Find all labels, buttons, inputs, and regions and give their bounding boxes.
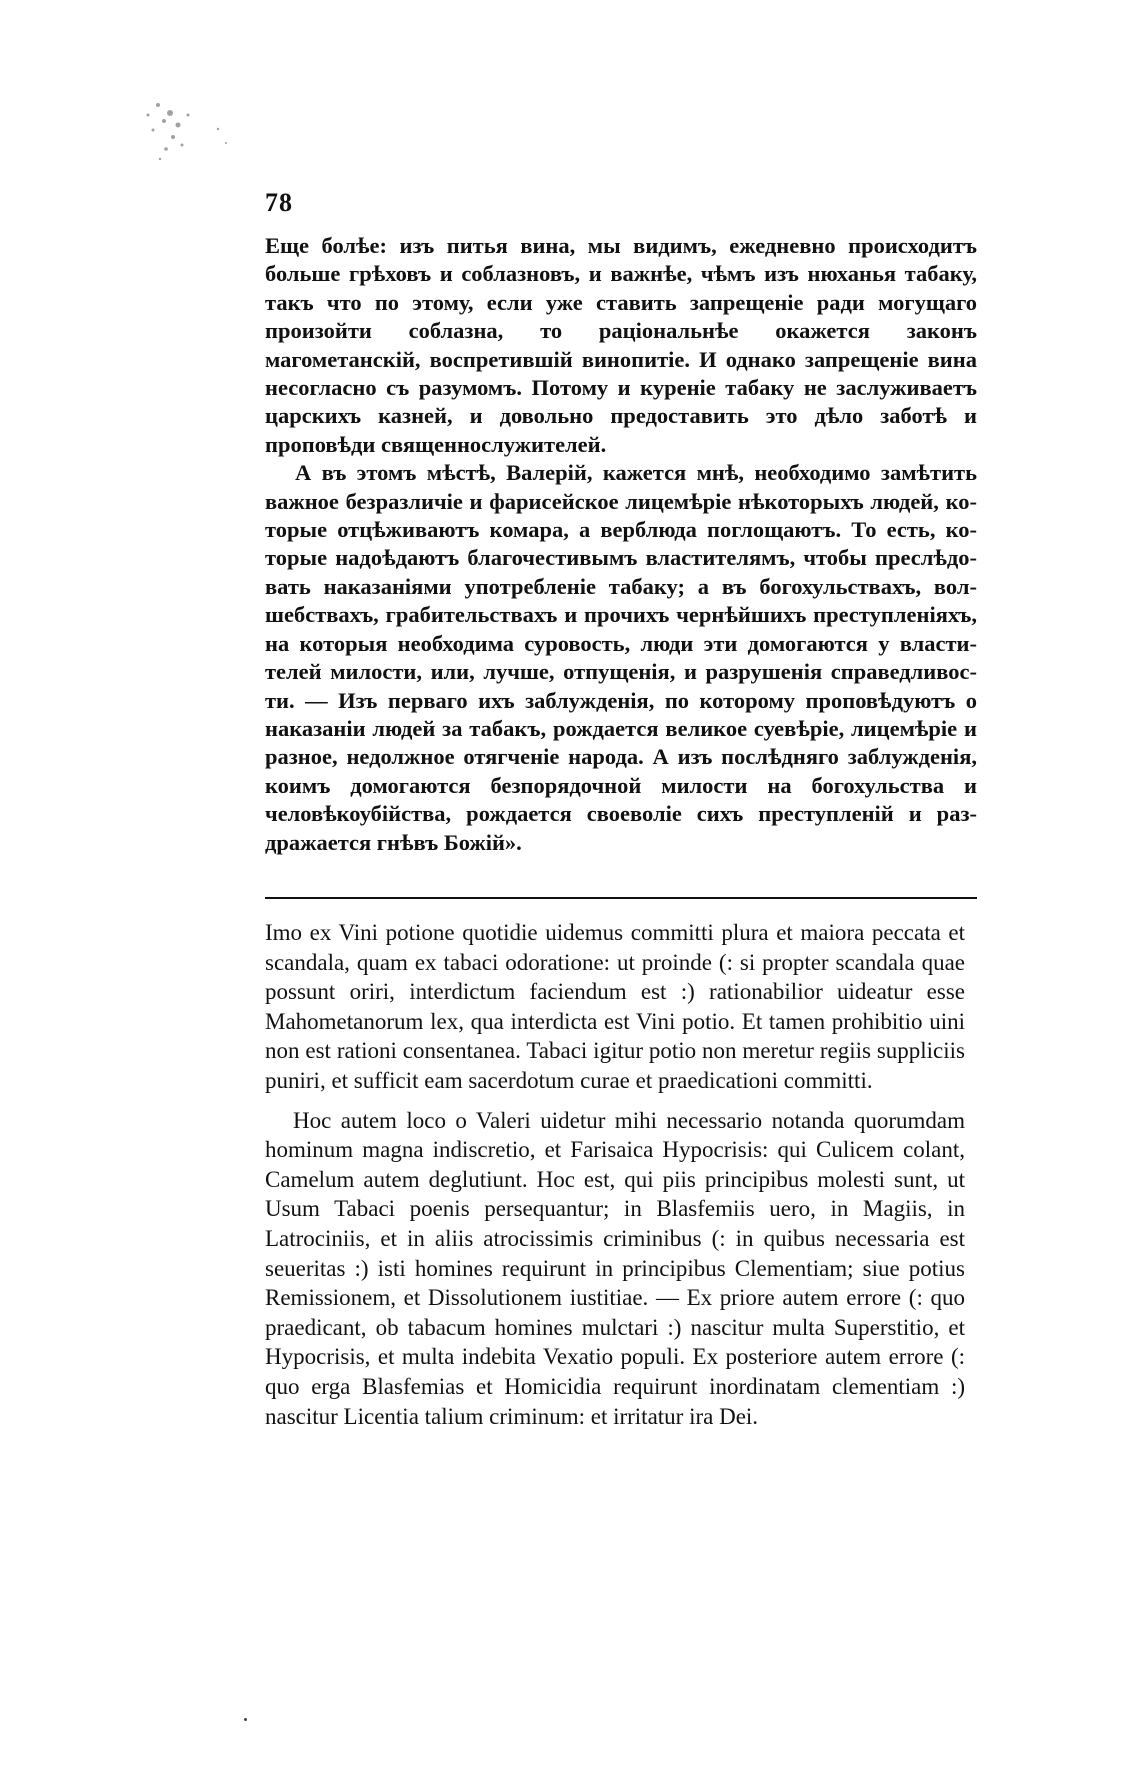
- russian-translation-text: [265, 232, 977, 857]
- latin-paragraph: Imo ex Vini potione quotidie uidemus committi plura et maiora peccata et scandala, quam ex tabaci odoratione: ut proinde (: si propter scandala quae possunt oriri, interdictum faciendum est :) rationabilior uideatur esse Mahometanorum lex, qua interdicta est Vini potio. Et tamen prohibitio uini non est rationi consentanea. Tabaci igitur potio non meretur regiis suppliciis puniri, et sufficit eam sacerdotum curae et praedicationi committi.: [265, 920, 965, 1093]
- section-divider-line: [265, 897, 977, 899]
- page-number: 78: [265, 188, 293, 217]
- latin-original-text: [265, 918, 965, 1441]
- russian-paragraph: А въ этомъ мѣстѣ, Валерій, кажется мнѣ, необходимо замѣтить важное безразличіе и фарисейское лицемѣріе нѣкоторыхъ людей, которые отцѣживаютъ комара, а верблюда поглощаютъ. То есть, которые надоѣдаютъ благочестивымъ властителямъ, чтобы преслѣдовать наказаніями употребленіе табаку; а въ богохульствахъ, волшебствахъ, грабительствахъ и прочихъ чернѣйшихъ преступленіяхъ, на которыя необходима суровость, люди эти домогаются у властителей милости, или, лучше, отпущенія, и разрушенія справедливости. — Изъ перваго ихъ заблужденія, по которому проповѣдуютъ о наказаніи людей за табакъ, рождается великое суевѣріе, лицемѣріе и разное, недолжное отягченіе народа. А изъ послѣдняго заблужденія, коимъ домогаются безпорядочной милости на богохульства и человѣкоубійства, рождается своеволіе сихъ преступленій и раздражается гнѣвъ Божій».: [265, 460, 977, 855]
- stray-ink-dot: [244, 1718, 247, 1721]
- latin-paragraph: Hoc autem loco o Valeri uidetur mihi necessario notanda quorumdam hominum magna indiscretio, et Farisaica Hypocrisis: qui Culicem colant, Camelum autem deglutiunt. Hoc est, qui piis principibus molesti sunt, ut Usum Tabaci poenis persequantur; in Blasfemiis uero, in Magiis, in Latrociniis, et in aliis atrocissimis criminibus (: in quibus necessaria est seueritas :) isti homines requirunt in principibus Clementiam; siue potius Remissionem, et Dissolutionem iustitiae. — Ex priore autem errore (: quo praedicant, ob tabacum homines mulctari :) nascitur multa Superstitio, et Hypocrisis, et multa indebita Vexatio populi. Ex posteriore autem errore (: quo erga Blasfemias et Homicidia requirunt inordinatam clementiam :) nascitur Licentia talium criminum: et irritatur ira Dei.: [265, 1107, 965, 1429]
- russian-paragraph: Еще болѣе: изъ питья вина, мы видимъ, ежедневно происходитъ больше грѣховъ и соблазновъ, и важнѣе, чѣмъ изъ нюханья табаку, такъ что по этому, если уже ставить запрещеніе ради могущаго произойти соблазна, то раціональнѣе окажется законъ магометанскій, воспретившій винопитіе. И однако запрещеніе вина несогласно съ разумомъ. Потому и куреніе табаку не заслуживаетъ царскихъ казней, и довольно предоставить это дѣло заботѣ и проповѣди священнослужителей.: [265, 233, 977, 457]
- ink-smudge-mark: [118, 85, 248, 185]
